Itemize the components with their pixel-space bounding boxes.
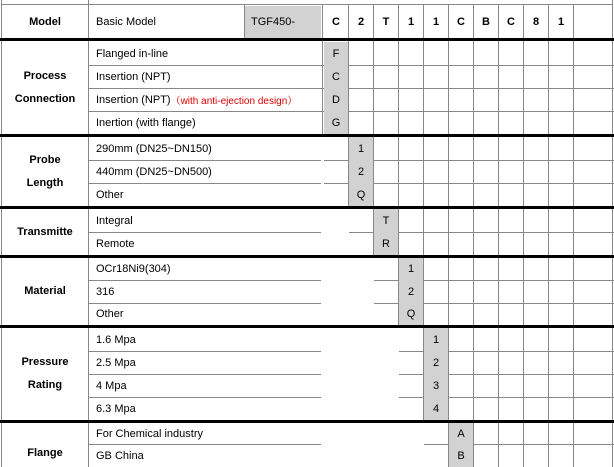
code-col-2: 2 (357, 16, 365, 28)
model-header: Model (29, 16, 61, 28)
col-divider (548, 4, 549, 467)
option-label: Flanged in-line (96, 47, 169, 60)
option-code: F (324, 42, 348, 65)
option-code: 1 (399, 258, 423, 280)
code-col-7: B (482, 16, 490, 28)
col-divider (88, 0, 89, 467)
option-label: 290mm (DN25~DN150) (96, 142, 212, 155)
option-code: 1 (349, 137, 373, 160)
option-code: 1 (424, 328, 448, 351)
table-top-border (1, 4, 613, 5)
anti-ejection-note: （with anti-ejection design） (170, 96, 298, 107)
code-col-9: 8 (532, 16, 540, 28)
option-label: 4 Mpa (96, 379, 127, 392)
option-label: GB China (96, 449, 144, 462)
code-col-4: 1 (407, 16, 415, 28)
option-label-text: Insertion (NPT) (96, 93, 171, 106)
option-code: 2 (399, 280, 423, 303)
option-code: Q (349, 183, 373, 206)
col-divider (473, 4, 474, 467)
code-col-5: 1 (432, 16, 440, 28)
group-pressure-rating (3, 328, 87, 420)
code-col-8: C (507, 16, 515, 28)
col-divider (1, 0, 2, 467)
option-code: B (449, 444, 473, 467)
option-label: Integral (96, 214, 133, 227)
base-model-code: TGF450- (245, 6, 321, 38)
group-label: Probe (29, 153, 61, 166)
option-label: OCr18Ni9(304) (96, 263, 171, 275)
group-label: Connection (14, 93, 76, 105)
basic-model-label: Basic Model (96, 16, 156, 28)
group-flange: Flange (27, 447, 63, 459)
col-divider (612, 0, 613, 467)
option-code: D (324, 88, 348, 111)
option-code: 4 (424, 397, 448, 420)
option-code: Q (399, 303, 423, 325)
option-label: For Chemical industry (96, 427, 203, 440)
group-divider (0, 206, 614, 209)
option-label: Other (96, 308, 124, 320)
col-divider (498, 4, 499, 467)
group-process-connection (3, 42, 87, 134)
option-label: Insertion (NPT) (96, 70, 171, 83)
group-divider (0, 325, 614, 328)
code-col-10: 1 (557, 16, 565, 28)
option-label: Other (96, 188, 124, 201)
group-label: Length (26, 176, 64, 189)
group-divider (0, 38, 614, 41)
group-label: Rating (27, 379, 63, 391)
option-label: 316 (96, 285, 115, 298)
option-code: C (324, 65, 348, 88)
group-divider (0, 420, 614, 423)
option-code: A (449, 423, 473, 444)
group-material: Material (24, 285, 66, 297)
option-code: 2 (424, 351, 448, 374)
col-divider (573, 4, 574, 467)
option-code: 2 (349, 160, 373, 183)
option-label: Inertion (with flange) (96, 116, 196, 129)
group-label: Pressure (21, 356, 69, 368)
group-transmitter: Transmitte (17, 225, 73, 238)
option-code: T (374, 209, 398, 232)
option-label: 2.5 Mpa (96, 356, 136, 369)
option-label: Remote (96, 237, 135, 250)
option-code: G (324, 111, 348, 134)
group-divider (0, 255, 614, 258)
group-probe-length (3, 137, 87, 206)
code-col-6: C (457, 16, 465, 28)
code-col-3: T (382, 16, 390, 28)
col-divider (448, 4, 449, 467)
code-col-1: C (332, 16, 340, 28)
option-label: 6.3 Mpa (96, 402, 136, 415)
option-label: 1.6 Mpa (96, 333, 136, 346)
col-divider (523, 4, 524, 467)
option-code: R (374, 232, 398, 255)
option-code: 3 (424, 374, 448, 397)
group-divider (0, 134, 614, 137)
option-label (90, 88, 322, 111)
group-label: Process (23, 70, 67, 82)
option-label: 440mm (DN25~DN500) (96, 165, 212, 178)
